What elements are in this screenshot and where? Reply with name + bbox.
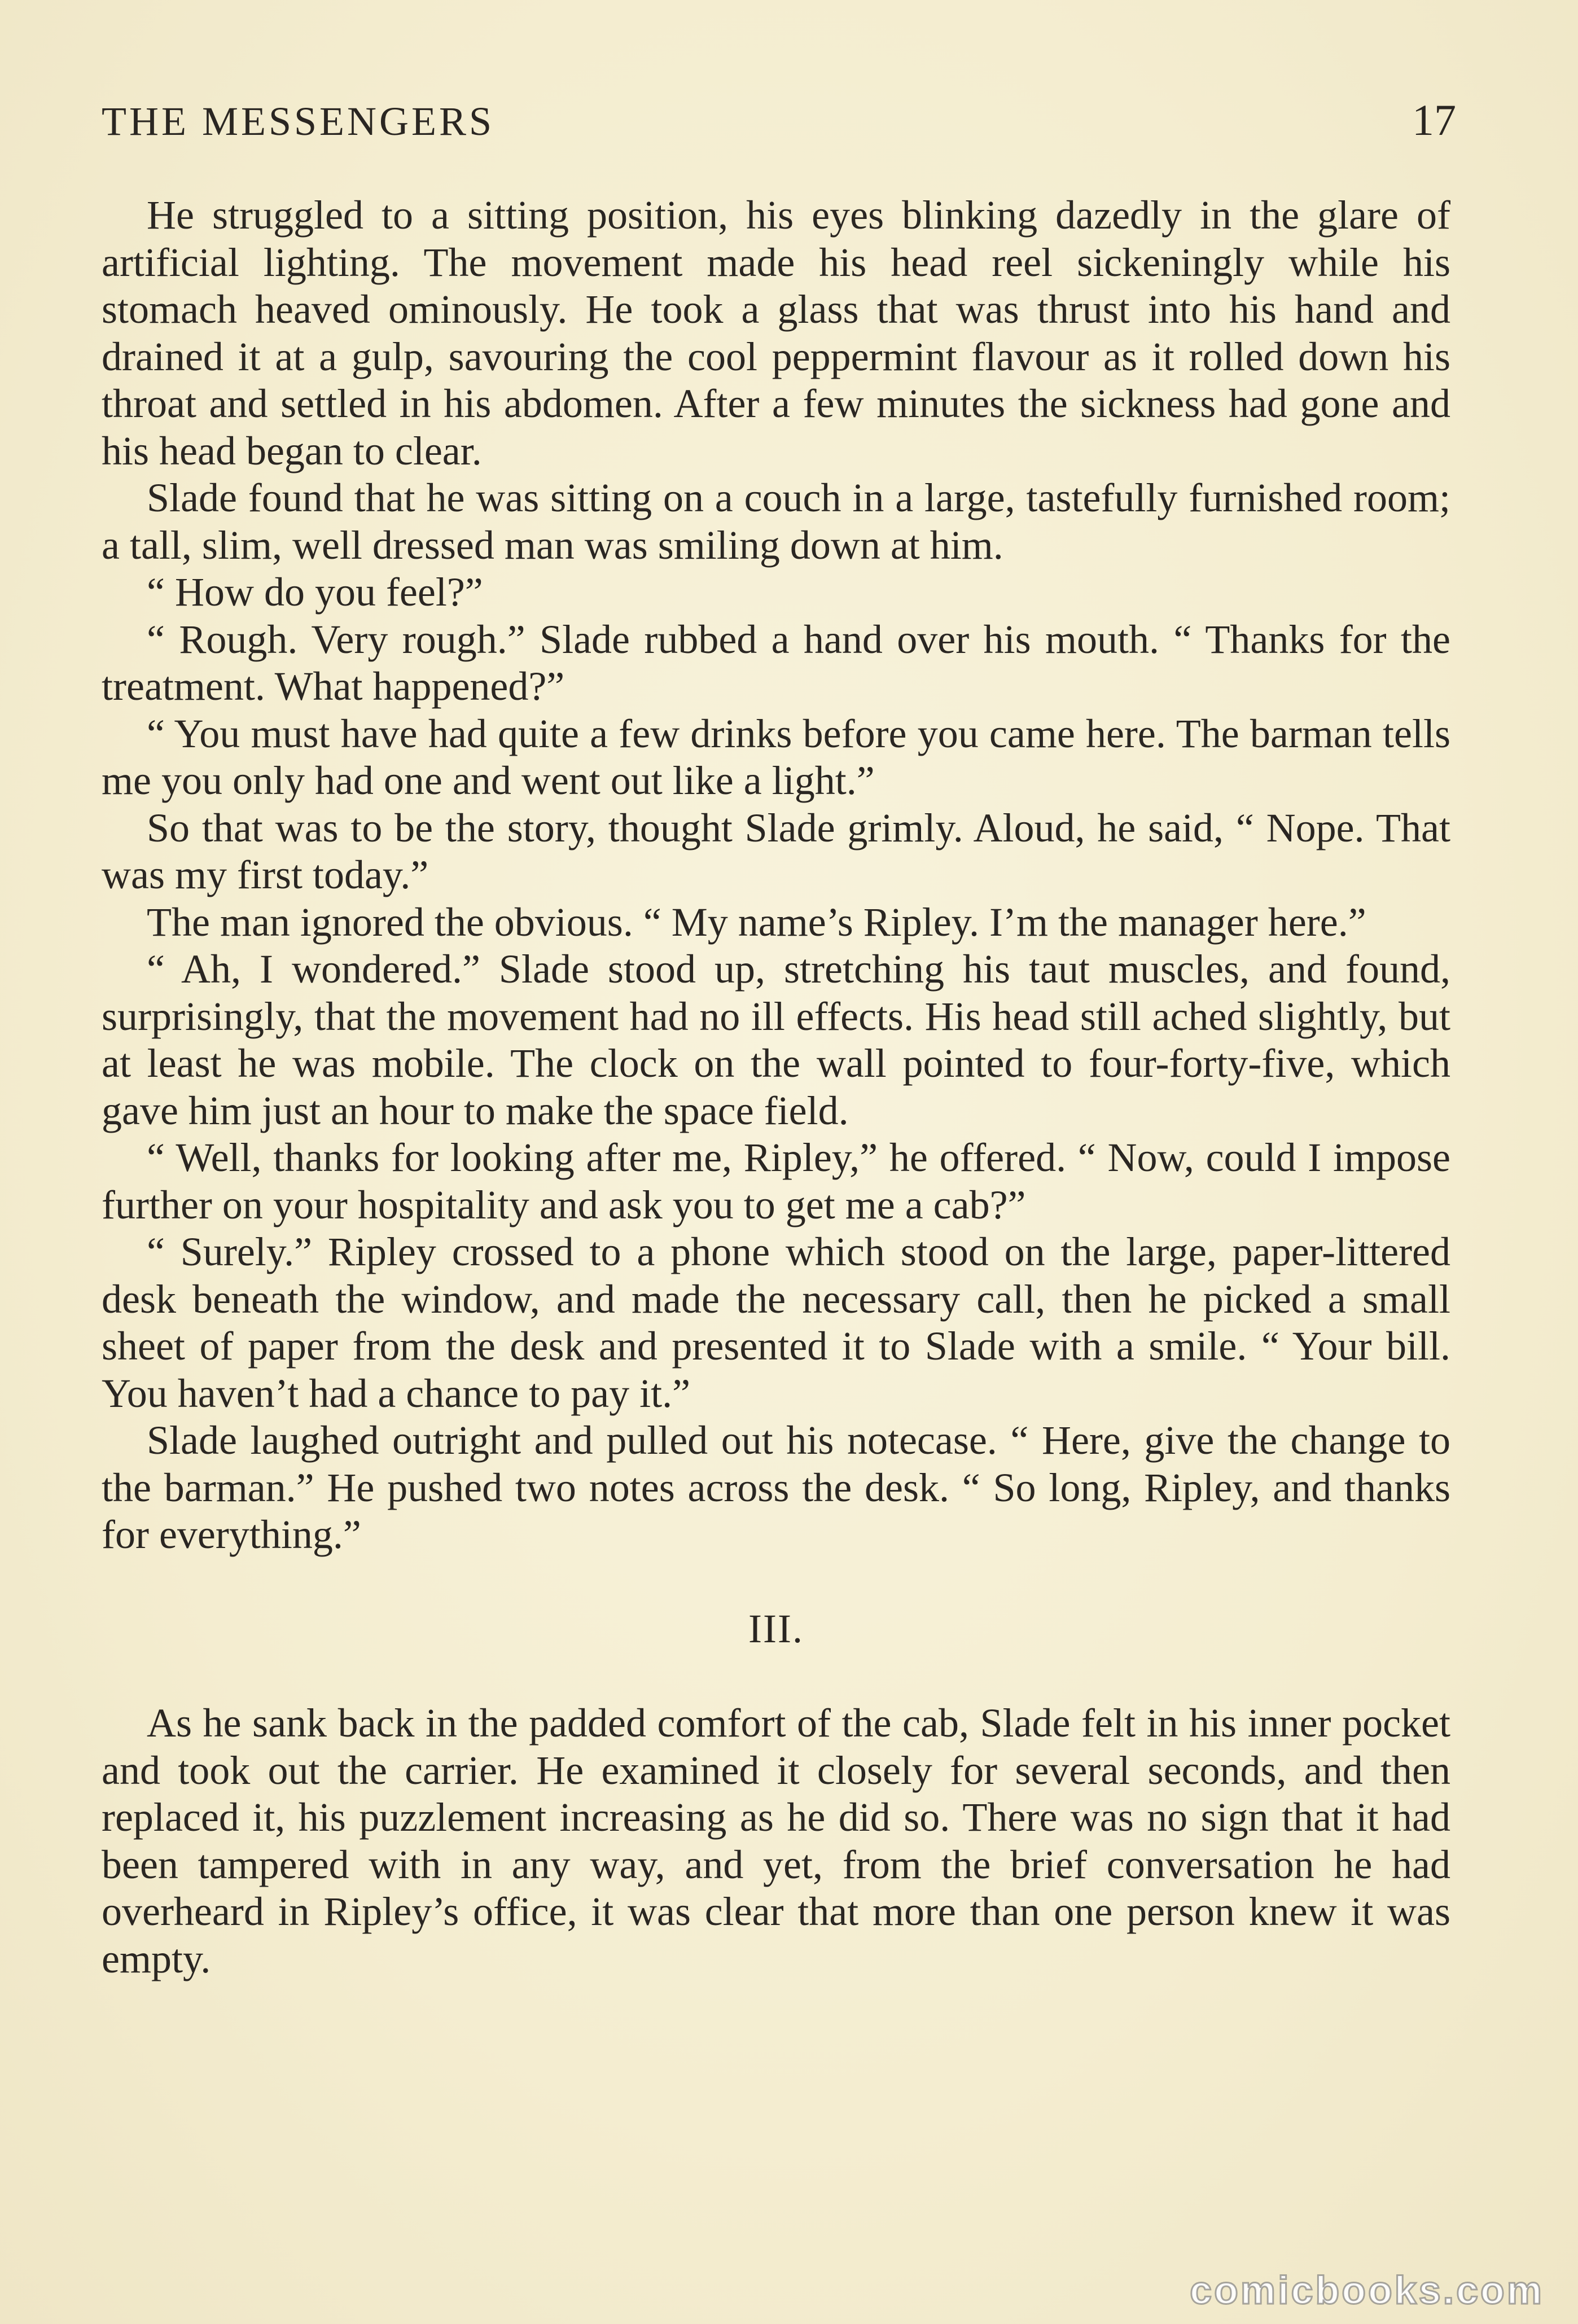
paragraph-6: So that was to be the story, thought Slade grimly. Aloud, he said, “ Nope. That was my first today.” xyxy=(102,805,1450,897)
paragraph-10: “ Surely.” Ripley crossed to a phone which stood on the large, paper-littered desk beneath the window, and made the necessary call, then he picked a small sheet of paper from the desk and presented it to Slade with a smile. “ Your bill. You haven’t had a chance to pay it.” xyxy=(102,1229,1450,1416)
body-text xyxy=(102,192,1450,1983)
running-title: THE MESSENGERS xyxy=(102,99,495,144)
paragraph-11: Slade laughed outright and pulled out his notecase. “ Here, give the change to the barman.” He pushed two notes across the desk. “ So long, Ripley, and thanks for everything.” xyxy=(102,1418,1450,1557)
page-number: 17 xyxy=(1412,95,1456,144)
site-watermark: comicbooks.com xyxy=(1190,2268,1544,2312)
paragraph-8: “ Ah, I wondered.” Slade stood up, stretching his taut muscles, and found, surprisingly, that the movement had no ill effects. His head still ached slightly, but at least he was mobile. The clock on the wall pointed to four-forty-five, which gave him just an hour to make the space field. xyxy=(102,946,1450,1133)
paragraph-7: The man ignored the obvious. “ My name’s Ripley. I’m the manager here.” xyxy=(147,899,1366,945)
running-head xyxy=(102,95,1456,151)
paragraph-4: “ Rough. Very rough.” Slade rubbed a hand over his mouth. “ Thanks for the treatment. What happened?” xyxy=(102,616,1450,709)
paragraph-1: He struggled to a sitting position, his eyes blinking dazedly in the glare of artificial lighting. The movement made his head reel sickeningly while his stomach heaved ominously. He took a glass that was thrust into his hand and drained it at a gulp, savouring the cool peppermint flavour as it rolled down his throat and settled in his abdomen. After a few minutes the sickness had gone and his head began to clear. xyxy=(102,192,1450,473)
paragraph-9: “ Well, thanks for looking after me, Ripley,” he offered. “ Now, could I impose further on your hospitality and ask you to get me a cab?” xyxy=(102,1135,1450,1227)
paragraph-5: “ You must have had quite a few drinks before you came here. The barman tells me you only had one and went out like a light.” xyxy=(102,711,1450,803)
section-heading: III. xyxy=(748,1606,804,1651)
section-paragraph-1: As he sank back in the padded comfort of the cab, Slade felt in his inner pocket and took out the carrier. He examined it closely for several seconds, and then replaced it, his puzzlement increasing as he did so. There was no sign that it had been tampered with in any way, and yet, from the brief conversation he had overheard in Ripley’s office, it was clear that more than one person knew it was empty. xyxy=(102,1700,1450,1981)
paragraph-3: “ How do you feel?” xyxy=(147,569,483,615)
paragraph-2: Slade found that he was sitting on a couch in a large, tastefully furnished room; a tall, slim, well dressed man was smiling down at him. xyxy=(102,475,1450,568)
